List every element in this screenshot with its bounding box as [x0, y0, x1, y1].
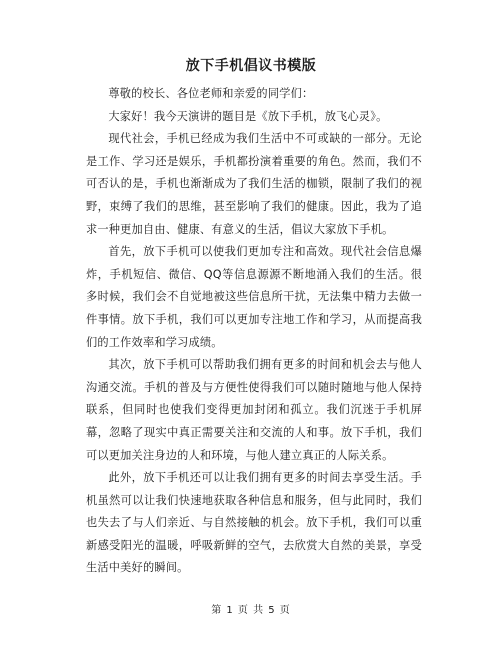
body-paragraph-first: 首先，放下手机可以使我们更加专注和高效。现代社会信息爆炸，手机短信、微信、QQ等信息源源不断地涌入我们的生活。很多时候，我们会不自觉地被这些信息所干扰，无法集中精力去做一件事情。放下手机，我们可以更加专注地工作和学习，从而提高我们的工作效率和学习成绩。	[86, 245, 422, 349]
body-paragraph-intro: 现代社会，手机已经成为我们生活中不可或缺的一部分。无论是工作、学习还是娱乐，手机都扮演着重要的角色。然而，我们不可否认的是，手机也渐渐成为了我们生活的枷锁，限制了我们的视野，束缚了我们的思维，甚至影响了我们的健康。因此，我为了追求一种更加自由、健康、有意义的生活，倡议大家放下手机。	[86, 132, 422, 236]
document-title: 放下手机倡议书模版	[185, 58, 317, 74]
salutation-paragraph: 尊敬的校长、各位老师和亲爱的同学们：	[108, 87, 314, 100]
greeting-paragraph: 大家好！我今天演讲的题目是《放下手机，放飞心灵》。	[108, 109, 388, 123]
body-paragraph-third: 此外，放下手机还可以让我们拥有更多的时间去享受生活。手机虽然可以让我们快速地获取各种信息和服务，但与此同时，我们也失去了与人们亲近、与自然接触的机会。放下手机，我们可以重新感受阳光的温暖，呼吸新鲜的空气，去欣赏大自然的美景，享受生活中美好的瞬间。	[86, 471, 422, 575]
page-number-footer: 第 1 页 共 5 页	[211, 605, 291, 616]
body-paragraph-second: 其次，放下手机可以帮助我们拥有更多的时间和机会去与他人沟通交流。手机的普及与方便性使得我们可以随时随地与他人保持联系，但同时也使我们变得更加封闭和孤立。我们沉迷于手机屏幕，忽略了现实中真正需要关注和交流的人和事。放下手机，我们可以更加关注身边的人和环境，与他人建立真正的人际关系。	[86, 358, 422, 462]
document-body	[86, 83, 422, 580]
